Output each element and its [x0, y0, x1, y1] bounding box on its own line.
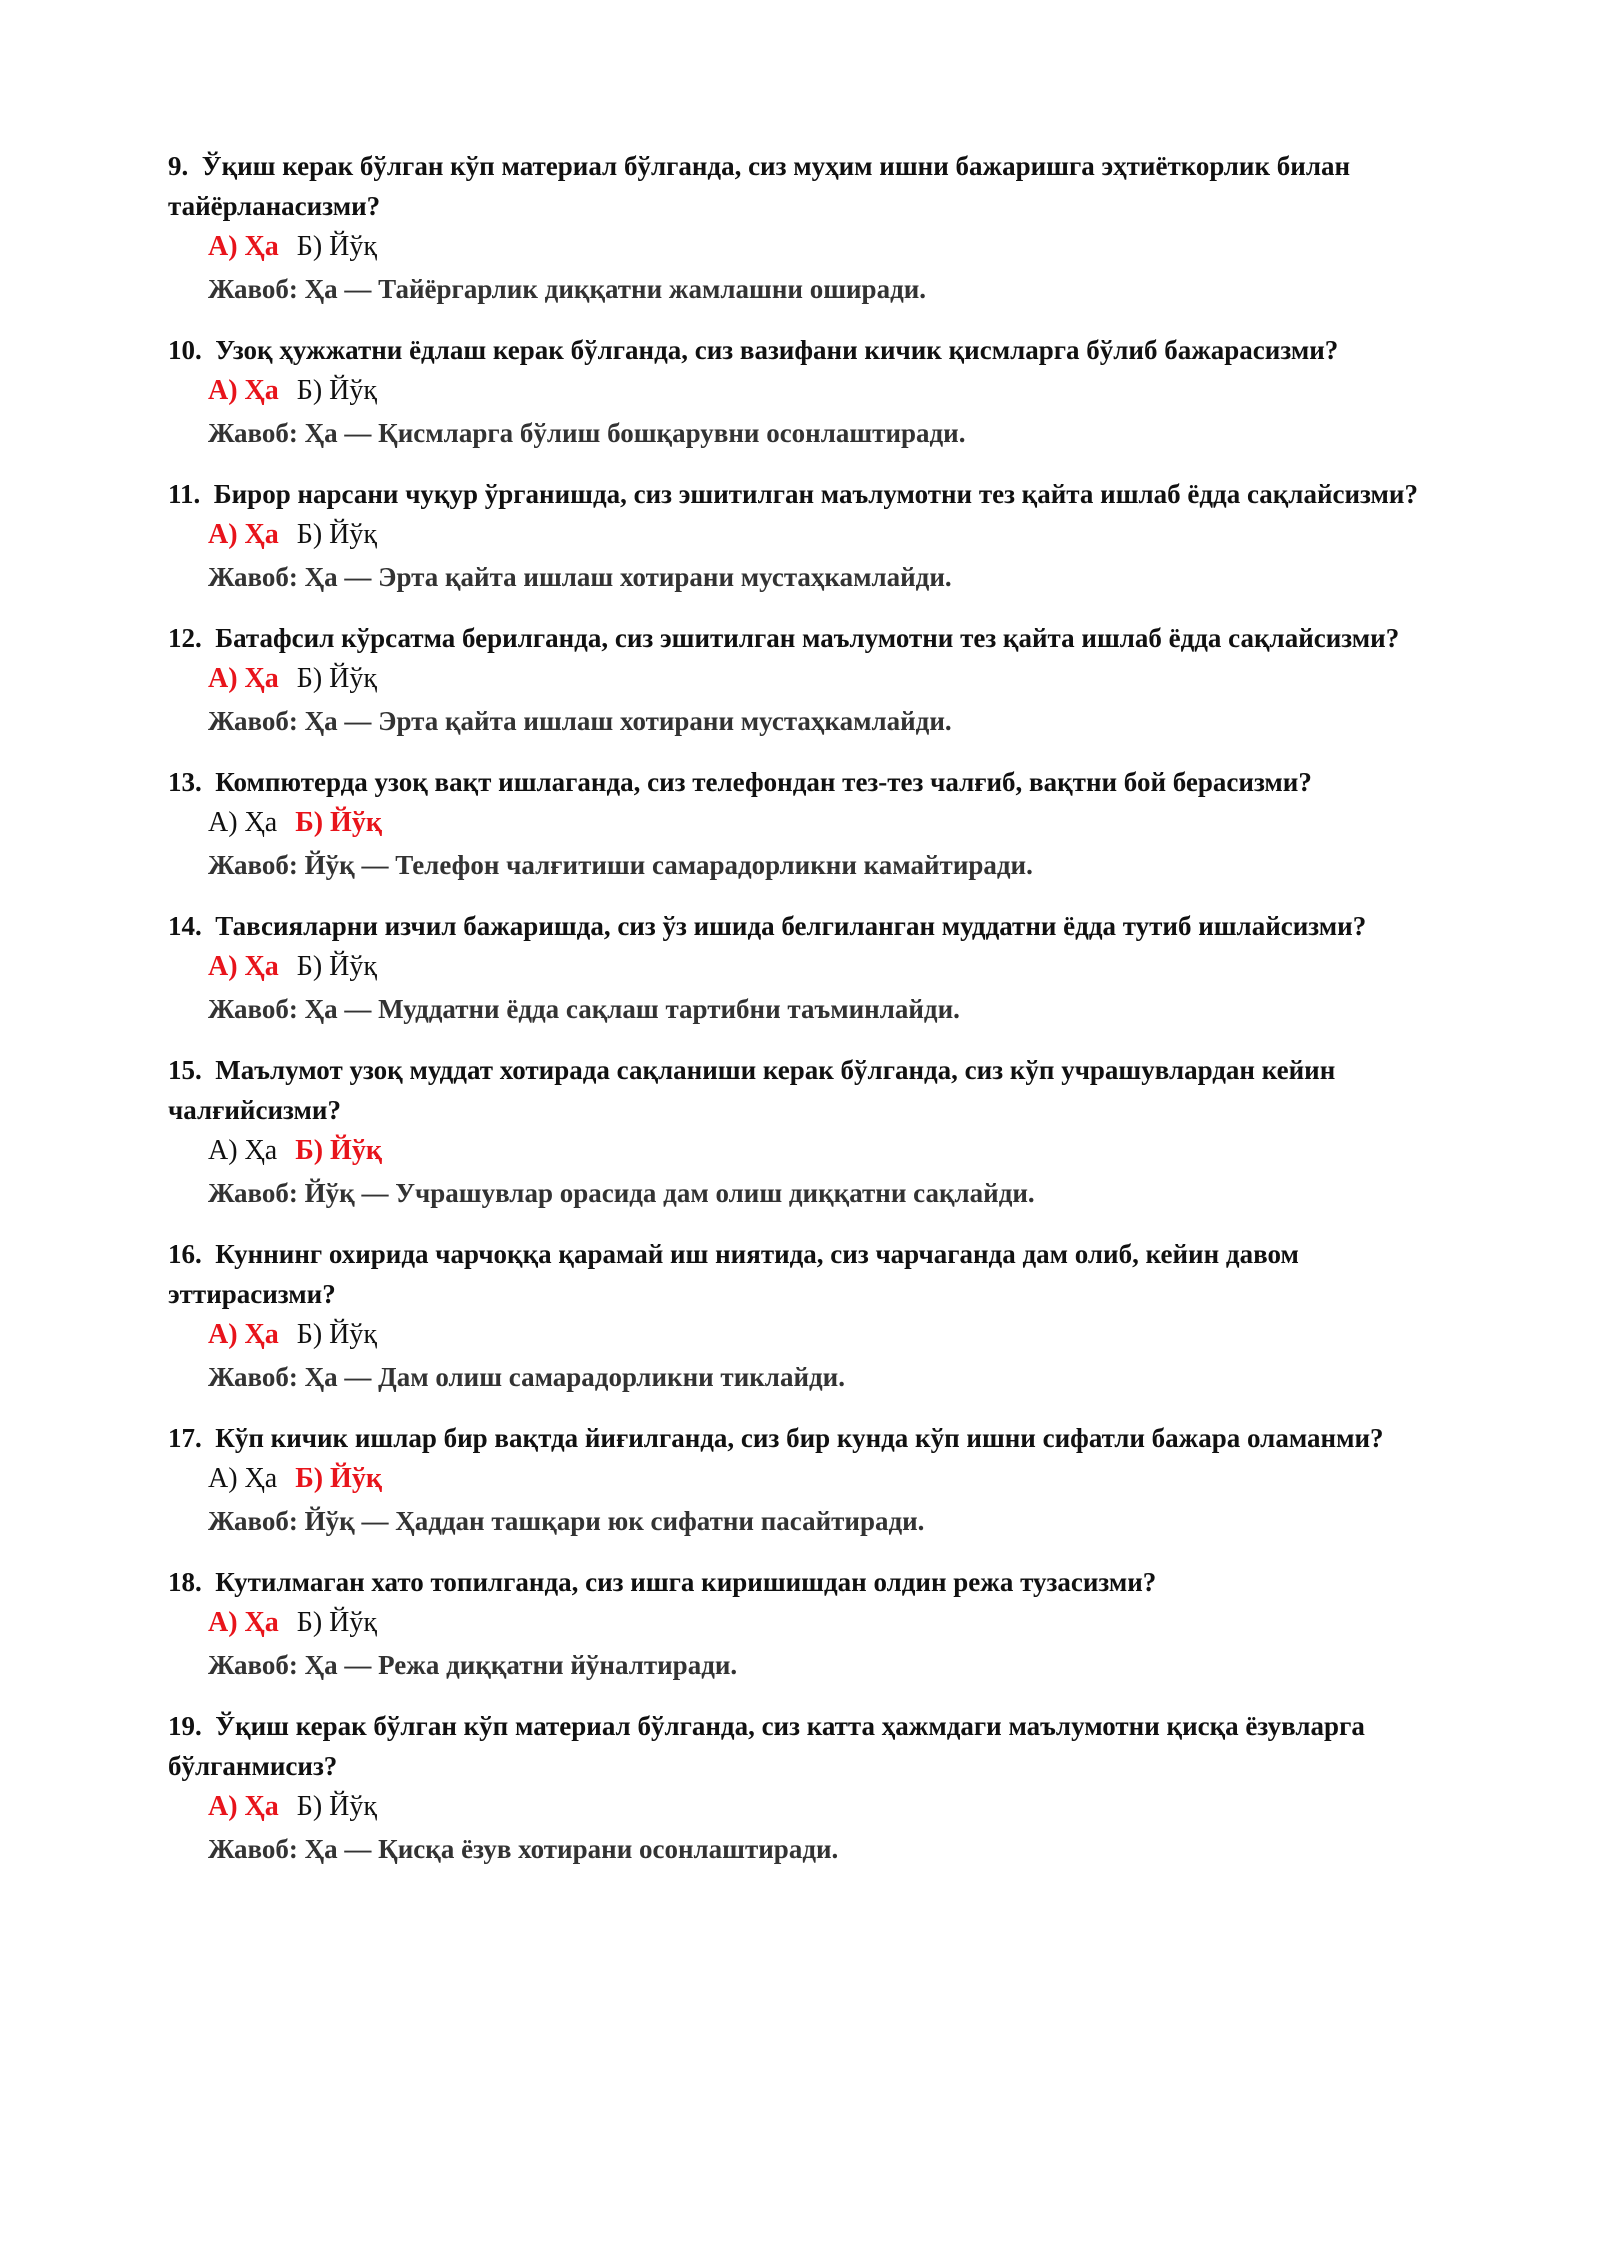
- question-body: Кўп кичик ишлар бир вақтда йиғилганда, сиз бир кунда кўп ишни сифатли бажара оламанми?: [215, 1423, 1384, 1453]
- option-a: А) Ҳа: [208, 1607, 279, 1638]
- question-body: Тавсияларни изчил бажаришда, сиз ўз ишида белгиланган муддатни ёдда тутиб ишлайсизми?: [215, 911, 1367, 941]
- answer-options: [208, 658, 1458, 700]
- answer-explanation: Жавоб: Ҳа — Эрта қайта ишлаш хотирани мустаҳкамлайди.: [208, 562, 952, 592]
- question-number: 9.: [168, 151, 189, 181]
- option-a: А) Ҳа: [208, 807, 278, 838]
- question-block: [168, 906, 1458, 1030]
- question-list: [168, 146, 1458, 1890]
- option-b: Б) Йўқ: [295, 1463, 382, 1494]
- option-b: Б) Йўқ: [296, 1791, 377, 1822]
- option-b: Б) Йўқ: [295, 807, 382, 838]
- question-text: [168, 1234, 1458, 1314]
- question-number: 19.: [168, 1711, 202, 1741]
- answer-explanation: Жавоб: Йўқ — Ҳаддан ташқари юк сифатни пасайтиради.: [208, 1506, 925, 1536]
- question-body: Кутилмаган хато топилганда, сиз ишга киришишдан олдин режа тузасизми?: [215, 1567, 1157, 1597]
- question-text: [168, 330, 1458, 370]
- question-body: Бирор нарсани чуқур ўрганишда, сиз эшитилган маълумотни тез қайта ишлаб ёдда сақлайсизми?: [213, 479, 1418, 509]
- question-number: 11.: [168, 479, 201, 509]
- question-block: [168, 618, 1458, 742]
- answer-explanation: Жавоб: Ҳа — Дам олиш самарадорликни тиклайди.: [208, 1362, 845, 1392]
- question-body: Маълумот узоқ муддат хотирада сақланиши керак бўлганда, сиз кўп учрашувлардан кейин чалғийсизми?: [168, 1055, 1336, 1125]
- question-body: Куннинг охирида чарчоққа қарамай иш ниятида, сиз чарчаганда дам олиб, кейин давом эттирасизми?: [168, 1239, 1299, 1309]
- question-text: [168, 906, 1458, 946]
- question-block: [168, 1234, 1458, 1398]
- answer-options: [208, 1458, 1458, 1500]
- option-a: А) Ҳа: [208, 1135, 278, 1166]
- question-body: Ўқиш керак бўлган кўп материал бўлганда, сиз муҳим ишни бажаришга эҳтиёткорлик билан тайёрланасизми?: [168, 151, 1351, 221]
- question-number: 16.: [168, 1239, 202, 1269]
- answer-explanation: Жавоб: Йўқ — Телефон чалғитиши самарадорликни камайтиради.: [208, 850, 1033, 880]
- answer-options: [208, 802, 1458, 844]
- answer-explanation: Жавоб: Ҳа — Қисқа ёзув хотирани осонлаштиради.: [208, 1834, 839, 1864]
- question-text: [168, 1706, 1458, 1786]
- answer-explanation: Жавоб: Ҳа — Муддатни ёдда сақлаш тартибни таъминлайди.: [208, 994, 960, 1024]
- option-a: А) Ҳа: [208, 519, 279, 550]
- question-number: 13.: [168, 767, 202, 797]
- question-text: [168, 146, 1458, 226]
- question-text: [168, 762, 1458, 802]
- question-block: [168, 330, 1458, 454]
- answer-options: [208, 514, 1458, 556]
- question-text: [168, 1418, 1458, 1458]
- question-body: Компютерда узоқ вақт ишлаганда, сиз телефондан тез-тез чалғиб, вақтни бой берасизми?: [215, 767, 1312, 797]
- question-body: Батафсил кўрсатма берилганда, сиз эшитилган маълумотни тез қайта ишлаб ёдда сақлайсизми?: [215, 623, 1400, 653]
- question-block: [168, 474, 1458, 598]
- answer-explanation: Жавоб: Ҳа — Қисмларга бўлиш бошқарувни осонлаштиради.: [208, 418, 966, 448]
- option-b: Б) Йўқ: [296, 231, 377, 262]
- question-number: 18.: [168, 1567, 202, 1597]
- answer-options: [208, 370, 1458, 412]
- question-block: [168, 146, 1458, 310]
- question-number: 17.: [168, 1423, 202, 1453]
- answer-options: [208, 1602, 1458, 1644]
- answer-options: [208, 226, 1458, 268]
- option-a: А) Ҳа: [208, 1791, 279, 1822]
- question-body: Ўқиш керак бўлган кўп материал бўлганда, сиз катта ҳажмдаги маълумотни қисқа ёзувларга бўлганмисиз?: [168, 1711, 1365, 1781]
- option-b: Б) Йўқ: [295, 1135, 382, 1166]
- answer-options: [208, 1786, 1458, 1828]
- option-b: Б) Йўқ: [296, 375, 377, 406]
- answer-explanation: Жавоб: Йўқ — Учрашувлар орасида дам олиш диққатни сақлайди.: [208, 1178, 1035, 1208]
- question-number: 12.: [168, 623, 202, 653]
- question-block: [168, 1418, 1458, 1542]
- answer-options: [208, 1314, 1458, 1356]
- question-text: [168, 1562, 1458, 1602]
- option-b: Б) Йўқ: [296, 519, 377, 550]
- option-a: А) Ҳа: [208, 1463, 278, 1494]
- answer-explanation: Жавоб: Ҳа — Эрта қайта ишлаш хотирани мустаҳкамлайди.: [208, 706, 952, 736]
- answer-options: [208, 946, 1458, 988]
- question-number: 15.: [168, 1055, 202, 1085]
- question-block: [168, 1050, 1458, 1214]
- question-text: [168, 1050, 1458, 1130]
- option-a: А) Ҳа: [208, 951, 279, 982]
- option-b: Б) Йўқ: [296, 1319, 377, 1350]
- question-block: [168, 1562, 1458, 1686]
- question-text: [168, 474, 1458, 514]
- question-number: 10.: [168, 335, 202, 365]
- option-a: А) Ҳа: [208, 1319, 279, 1350]
- question-number: 14.: [168, 911, 202, 941]
- question-body: Узоқ ҳужжатни ёдлаш керак бўлганда, сиз вазифани кичик қисмларга бўлиб бажарасизми?: [215, 335, 1339, 365]
- question-block: [168, 1706, 1458, 1870]
- question-text: [168, 618, 1458, 658]
- option-a: А) Ҳа: [208, 663, 279, 694]
- answer-explanation: Жавоб: Ҳа — Режа диққатни йўналтиради.: [208, 1650, 738, 1680]
- option-a: А) Ҳа: [208, 231, 279, 262]
- option-b: Б) Йўқ: [296, 1607, 377, 1638]
- question-block: [168, 762, 1458, 886]
- option-b: Б) Йўқ: [296, 663, 377, 694]
- answer-options: [208, 1130, 1458, 1172]
- option-a: А) Ҳа: [208, 375, 279, 406]
- option-b: Б) Йўқ: [296, 951, 377, 982]
- answer-explanation: Жавоб: Ҳа — Тайёргарлик диққатни жамлашни оширади.: [208, 274, 927, 304]
